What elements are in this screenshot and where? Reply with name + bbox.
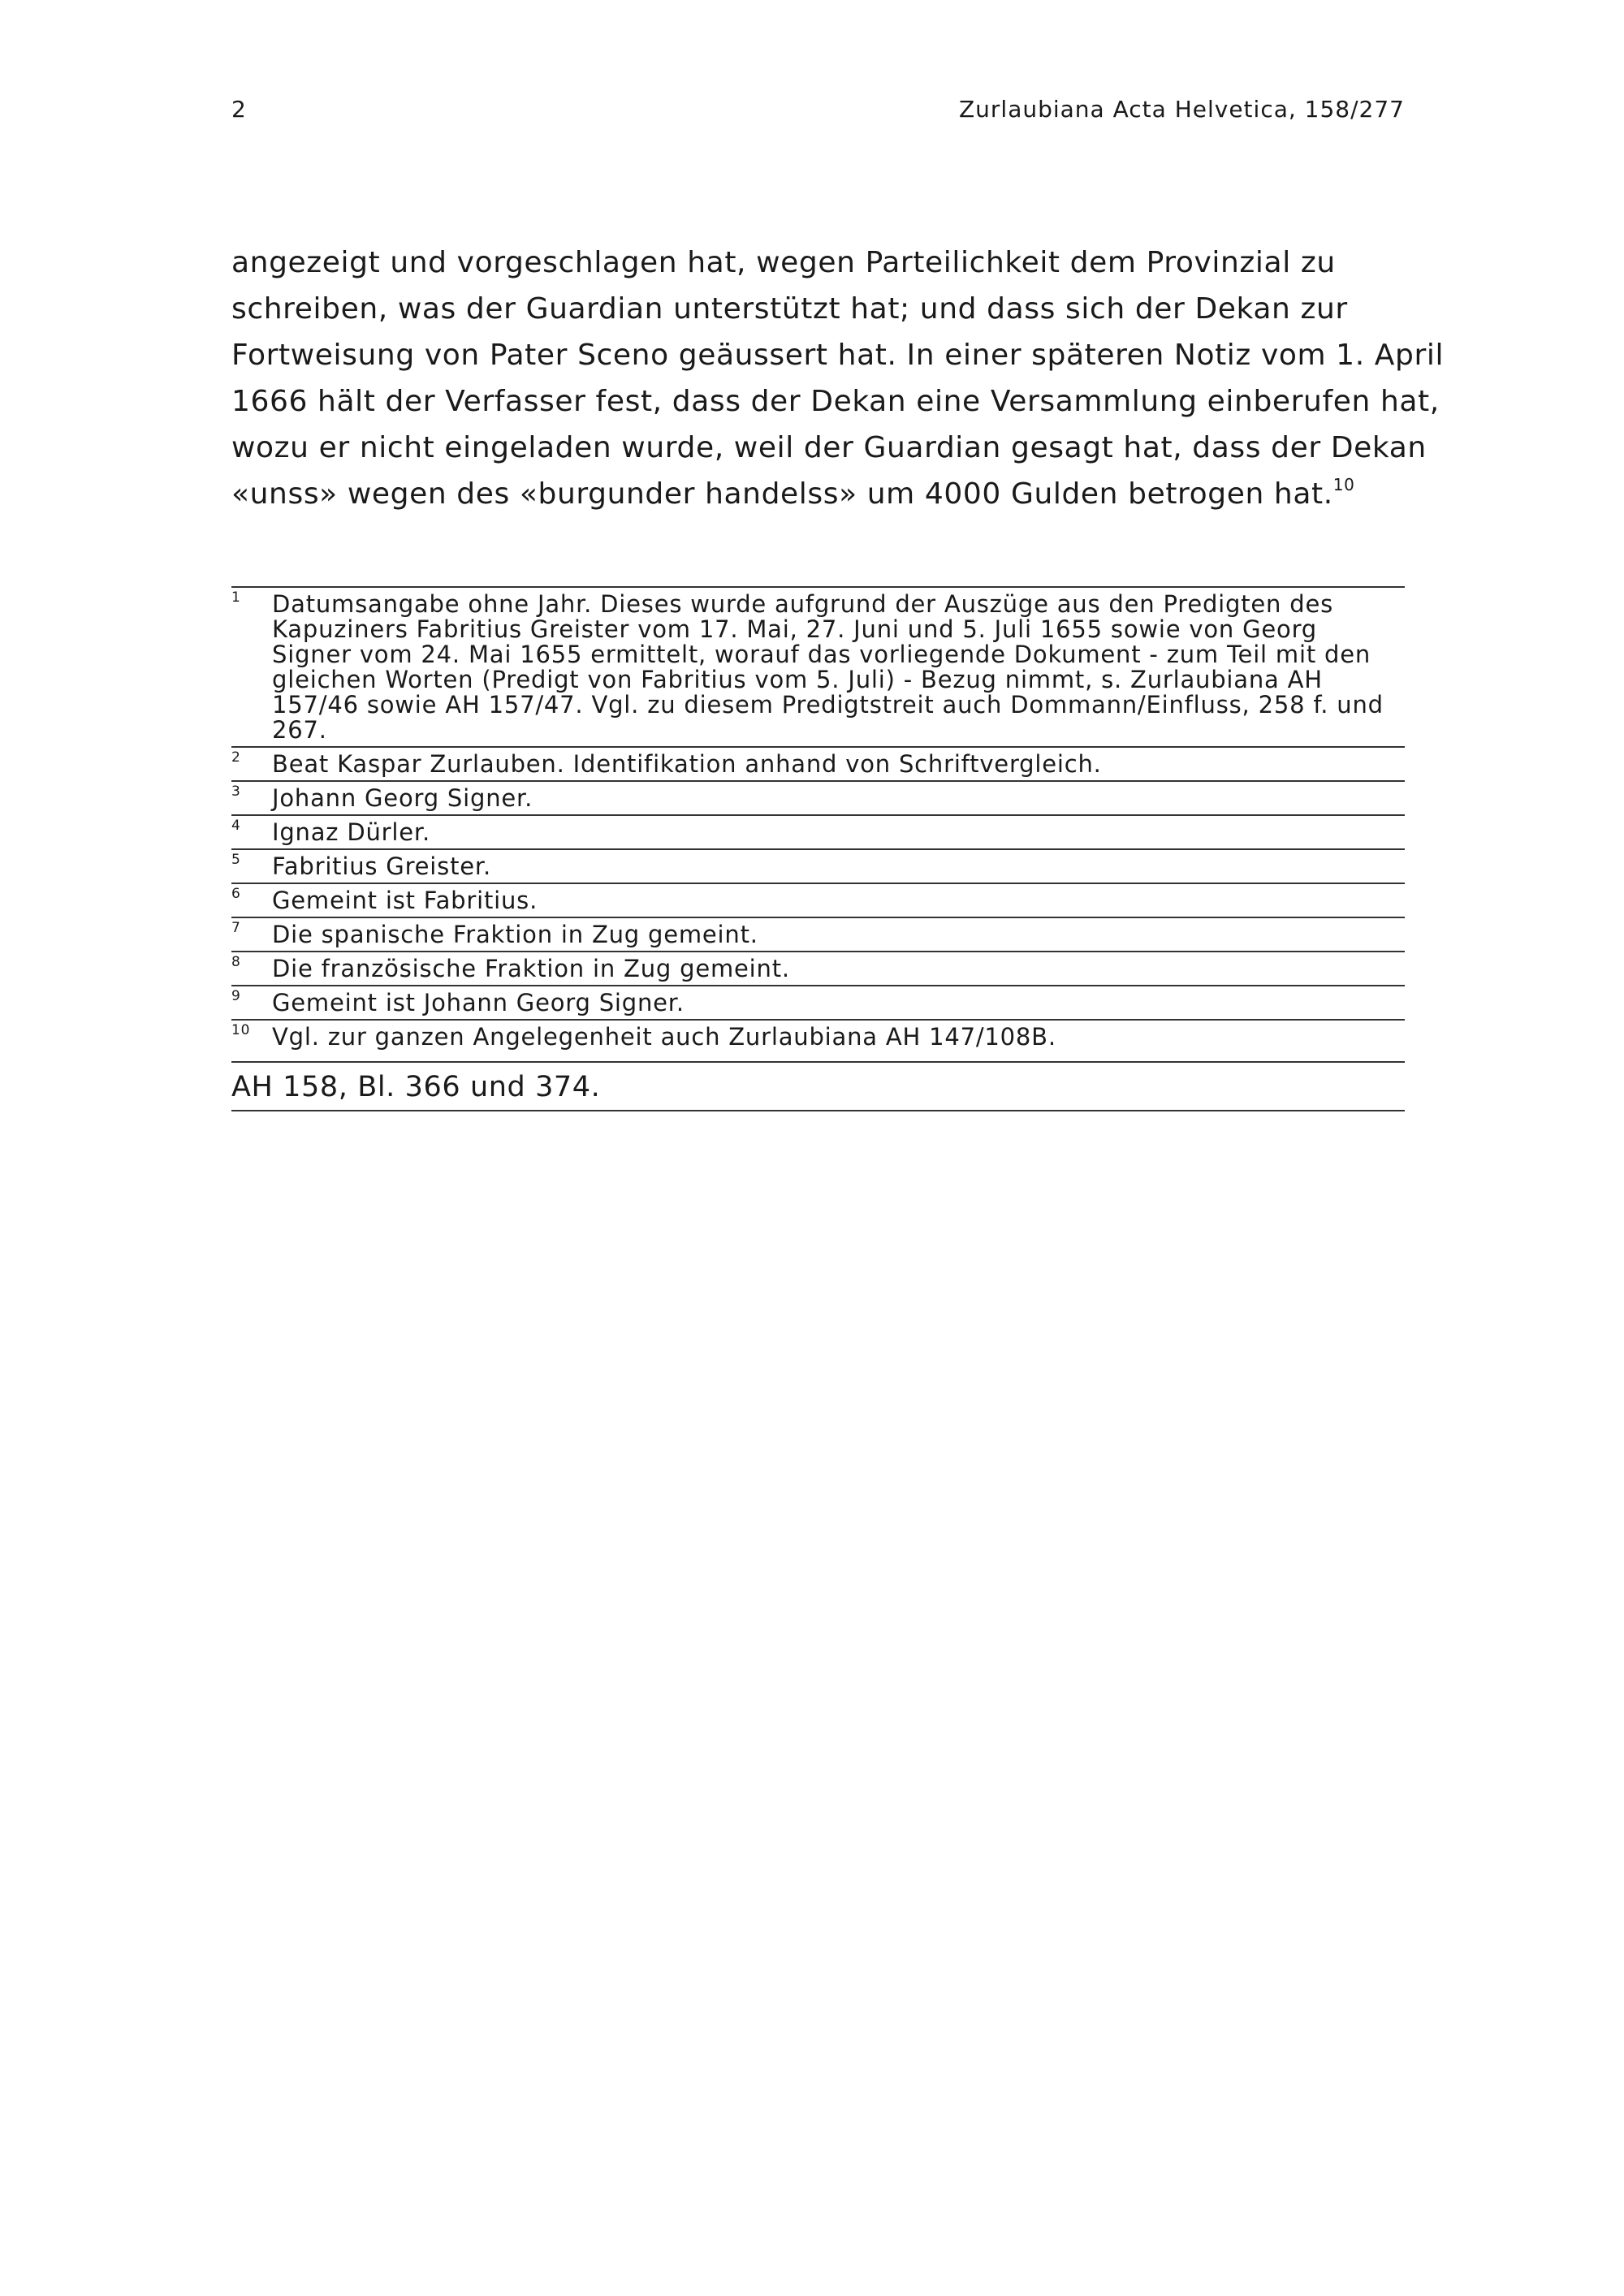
body-line: 1666 hält der Verfasser fest, dass der Dekan eine Versammlung einberufen hat, (231, 385, 1440, 418)
footnote-number: 7 (231, 920, 241, 936)
footnote (231, 782, 1405, 816)
footnote-line: Beat Kaspar Zurlauben. Identifikation anhand von Schriftvergleich. (272, 750, 1102, 778)
footnote (231, 1021, 1405, 1063)
footnote-number: 2 (231, 749, 241, 766)
footnote (231, 588, 1405, 748)
body-line-text: «unss» wegen des «burgunder handelss» um 4000 Gulden betrogen hat. (231, 477, 1333, 511)
body-line: angezeigt und vorgeschlagen hat, wegen Parteilichkeit dem Provinzial zu (231, 246, 1336, 279)
body-paragraph (231, 240, 1445, 517)
footnote (231, 918, 1405, 952)
footnote-number: 8 (231, 954, 241, 970)
page-number: 2 (231, 96, 247, 123)
footnote-line: Gemeint ist Fabritius. (272, 887, 538, 914)
body-line: Fortweisung von Pater Sceno geäussert hat. In einer späteren Notiz vom 1. April (231, 339, 1445, 372)
footnote-line: gleichen Worten (Predigt von Fabritius vom 5. Juli) - Bezug nimmt, s. Zurlaubiana AH (272, 666, 1323, 693)
body-line: wozu er nicht eingeladen wurde, weil der Guardian gesagt hat, dass der Dekan (231, 431, 1427, 464)
footnote-reference[interactable]: 10 (1332, 475, 1355, 494)
footnote-line: Johann Georg Signer. (272, 784, 533, 812)
footnote-number: 4 (231, 818, 241, 834)
footnote-number: 9 (231, 988, 241, 1004)
footnote-number: 3 (231, 783, 241, 800)
footnote (231, 986, 1405, 1021)
source-reference: AH 158, Bl. 366 und 374. (231, 1063, 1405, 1111)
footnote-line: Kapuziners Fabritius Greister vom 17. Mai, 27. Juni und 5. Juli 1655 sowie von Georg (272, 615, 1317, 643)
footnote-number: 6 (231, 886, 241, 902)
footnote-line: Die spanische Fraktion in Zug gemeint. (272, 921, 758, 948)
footnote-line: Fabritius Greister. (272, 852, 491, 880)
footnote-number: 10 (231, 1022, 251, 1038)
footnote (231, 884, 1405, 918)
footnote-line: Gemeint ist Johann Georg Signer. (272, 989, 685, 1016)
footnote-line: Datumsangabe ohne Jahr. Dieses wurde aufgrund der Auszüge aus den Predigten des (272, 590, 1333, 618)
footnote (231, 748, 1405, 782)
footnote-line: Die französische Fraktion in Zug gemeint. (272, 955, 790, 982)
footnotes-section (231, 586, 1405, 1111)
footnote-line: Ignaz Dürler. (272, 818, 430, 846)
page-header (231, 96, 1405, 128)
footnote-line: 157/46 sowie AH 157/47. Vgl. zu diesem Predigtstreit auch Dommann/Einfluss, 258 f. und (272, 691, 1384, 719)
footnote-line: Vgl. zur ganzen Angelegenheit auch Zurlaubiana AH 147/108B. (272, 1023, 1056, 1051)
footnote (231, 952, 1405, 986)
footnote-text (272, 592, 1405, 743)
body-line-last (231, 471, 1405, 517)
body-line: schreiben, was der Guardian unterstützt hat; und dass sich der Dekan zur (231, 292, 1348, 326)
footnote-line: 267. (272, 716, 327, 744)
footnote (231, 850, 1405, 884)
footnote-number: 1 (231, 589, 241, 606)
running-title: Zurlaubiana Acta Helvetica, 158/277 (958, 96, 1405, 123)
footnote-number: 5 (231, 852, 241, 868)
footnote (231, 816, 1405, 850)
footnote-line: Signer vom 24. Mai 1655 ermittelt, worauf das vorliegende Dokument - zum Teil mit den (272, 641, 1371, 668)
